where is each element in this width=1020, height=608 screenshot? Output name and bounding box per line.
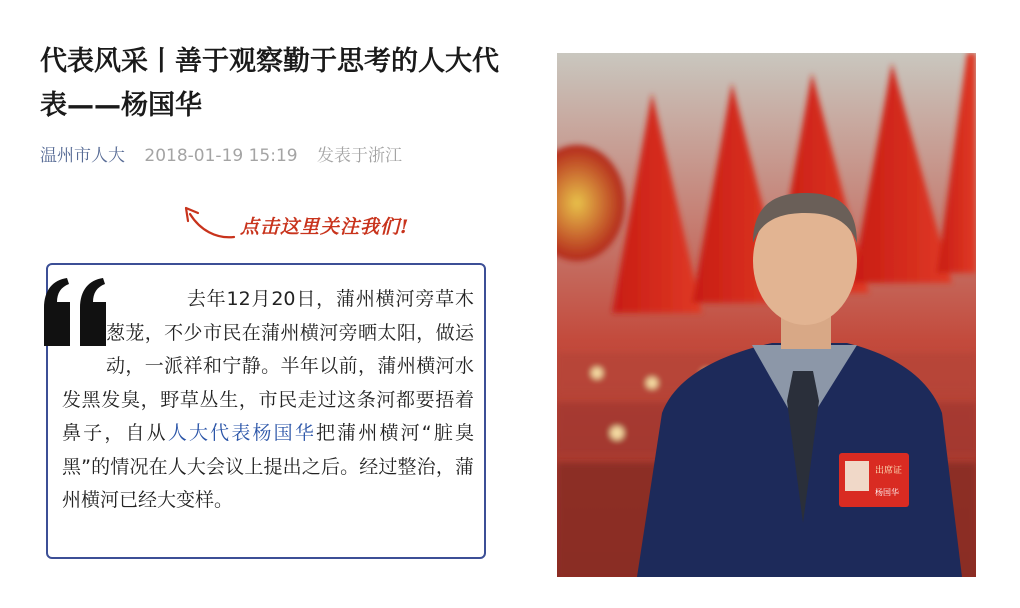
- article-title: 代表风采丨善于观察勤于思考的人大代表——杨国华: [40, 46, 499, 121]
- quote-text-start: 去年12月20日，蒲州横河旁草木葱茏，不少市民在蒲州横河旁晒太阳，做运动，一派祥和宁静。半年以前，蒲州横河水发黑发臭，野草丛生，市民走过这条河都要捂着鼻子，自从: [62, 288, 474, 444]
- follow-prompt-text: 点击这里关注我们!: [240, 216, 410, 238]
- representative-photo: [557, 53, 976, 577]
- badge-name: 杨国华: [875, 488, 899, 497]
- follow-prompt[interactable]: [182, 206, 462, 242]
- account-name-link[interactable]: 温州市人大: [40, 146, 125, 166]
- quote-paragraph: [62, 283, 474, 518]
- badge-title: 出席证: [875, 466, 903, 476]
- representative-name-highlight: 人大代表杨国华: [167, 422, 316, 444]
- quote-text-end: 把蒲州横河“脏臭黑”的情况在人大会议上提出之后。经过整治，蒲州横河已经大变样。: [62, 422, 474, 511]
- publish-time: 2018-01-19 15:19: [144, 146, 298, 166]
- publish-location: 发表于浙江: [317, 146, 403, 166]
- article-meta: [40, 141, 402, 166]
- curved-arrow-icon: [182, 206, 242, 242]
